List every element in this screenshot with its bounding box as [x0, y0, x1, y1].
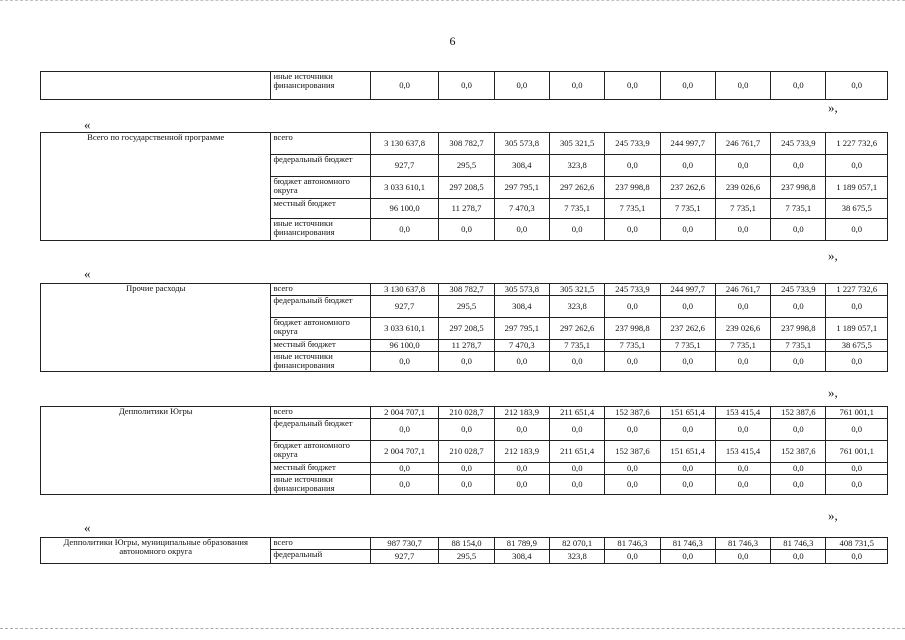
funding-source-cell: местный бюджет	[271, 340, 370, 352]
table-block-deppolitiki	[40, 406, 888, 495]
amount-cell: 245 733,9	[605, 284, 660, 296]
amount-cell: 153 415,4	[715, 407, 770, 419]
amount-cell: 152 387,6	[771, 441, 826, 463]
amount-cell: 3 130 637,8	[370, 284, 439, 296]
amount-cell: 0,0	[605, 219, 660, 241]
amount-cell: 0,0	[494, 419, 549, 441]
amount-cell: 0,0	[826, 475, 888, 495]
opening-quote: «	[84, 266, 91, 281]
amount-cell: 0,0	[605, 463, 660, 475]
amount-cell: 38 675,5	[826, 199, 888, 219]
amount-cell: 0,0	[605, 72, 660, 100]
amount-cell: 0,0	[771, 352, 826, 372]
amount-cell: 0,0	[826, 296, 888, 318]
amount-cell: 0,0	[605, 155, 660, 177]
funding-source-cell: федеральный	[271, 550, 370, 564]
amount-cell: 305 573,8	[494, 133, 549, 155]
amount-cell: 7 735,1	[660, 340, 715, 352]
table-row	[41, 133, 888, 155]
amount-cell: 7 470,3	[494, 199, 549, 219]
amount-cell: 305 321,5	[549, 133, 604, 155]
amount-cell: 7 735,1	[715, 340, 770, 352]
amount-cell: 246 761,7	[715, 133, 770, 155]
amount-cell: 408 731,5	[826, 538, 888, 550]
amount-cell: 210 028,7	[439, 407, 494, 419]
table-block-other-expenses	[40, 283, 888, 372]
amount-cell: 308 782,7	[439, 284, 494, 296]
table-row	[41, 72, 888, 100]
funding-source-cell: всего	[271, 133, 370, 155]
amount-cell: 0,0	[370, 419, 439, 441]
amount-cell: 96 100,0	[370, 340, 439, 352]
scan-edge-bottom	[0, 628, 905, 633]
amount-cell: 151 651,4	[660, 407, 715, 419]
amount-cell: 246 761,7	[715, 284, 770, 296]
amount-cell: 7 735,1	[605, 340, 660, 352]
amount-cell: 0,0	[494, 475, 549, 495]
amount-cell: 2 004 707,1	[370, 407, 439, 419]
amount-cell: 0,0	[826, 550, 888, 564]
amount-cell: 211 651,4	[549, 407, 604, 419]
funding-source-cell: бюджет автономного округа	[271, 441, 370, 463]
closing-quote: »,	[828, 100, 838, 115]
amount-cell: 81 746,3	[605, 538, 660, 550]
funding-source-cell: бюджет автономного округа	[271, 177, 370, 199]
amount-cell: 212 183,9	[494, 407, 549, 419]
amount-cell: 0,0	[660, 219, 715, 241]
amount-cell: 7 735,1	[549, 199, 604, 219]
amount-cell: 308,4	[494, 296, 549, 318]
program-name-cell: Прочие расходы	[41, 284, 271, 372]
amount-cell: 81 789,9	[494, 538, 549, 550]
amount-cell: 96 100,0	[370, 199, 439, 219]
table-block-deppolitiki-municipal	[40, 537, 888, 564]
amount-cell: 0,0	[439, 72, 494, 100]
amount-cell: 0,0	[715, 550, 770, 564]
amount-cell: 0,0	[660, 296, 715, 318]
amount-cell: 152 387,6	[771, 407, 826, 419]
amount-cell: 7 735,1	[771, 199, 826, 219]
amount-cell: 0,0	[605, 419, 660, 441]
amount-cell: 0,0	[549, 352, 604, 372]
amount-cell: 81 746,3	[715, 538, 770, 550]
funding-source-cell: всего	[271, 538, 370, 550]
amount-cell: 0,0	[549, 475, 604, 495]
amount-cell: 11 278,7	[439, 340, 494, 352]
amount-cell: 0,0	[771, 219, 826, 241]
amount-cell: 7 735,1	[549, 340, 604, 352]
amount-cell: 0,0	[605, 475, 660, 495]
amount-cell: 0,0	[715, 155, 770, 177]
program-name-cell: Всего по государственной программе	[41, 133, 271, 241]
amount-cell: 0,0	[660, 475, 715, 495]
amount-cell: 0,0	[771, 419, 826, 441]
closing-quote: »,	[828, 508, 838, 523]
amount-cell: 0,0	[494, 219, 549, 241]
amount-cell: 0,0	[605, 550, 660, 564]
amount-cell: 0,0	[549, 219, 604, 241]
amount-cell: 0,0	[715, 352, 770, 372]
amount-cell: 210 028,7	[439, 441, 494, 463]
funding-source-cell: иные источники финансирования	[271, 219, 370, 241]
amount-cell: 297 208,5	[439, 177, 494, 199]
funding-source-cell: местный бюджет	[271, 199, 370, 219]
amount-cell: 245 733,9	[771, 284, 826, 296]
amount-cell: 81 746,3	[771, 538, 826, 550]
amount-cell: 0,0	[660, 352, 715, 372]
amount-cell: 2 004 707,1	[370, 441, 439, 463]
amount-cell: 305 573,8	[494, 284, 549, 296]
amount-cell: 153 415,4	[715, 441, 770, 463]
program-name-cell	[41, 72, 271, 100]
amount-cell: 0,0	[370, 463, 439, 475]
amount-cell: 0,0	[771, 296, 826, 318]
amount-cell: 297 208,5	[439, 318, 494, 340]
amount-cell: 927,7	[370, 155, 439, 177]
amount-cell: 211 651,4	[549, 441, 604, 463]
amount-cell: 245 733,9	[605, 133, 660, 155]
opening-quote: «	[84, 117, 91, 132]
table-row	[41, 538, 888, 550]
amount-cell: 0,0	[549, 463, 604, 475]
amount-cell: 0,0	[660, 72, 715, 100]
amount-cell: 305 321,5	[549, 284, 604, 296]
amount-cell: 295,5	[439, 550, 494, 564]
amount-cell: 0,0	[660, 550, 715, 564]
amount-cell: 0,0	[826, 352, 888, 372]
amount-cell: 237 262,6	[660, 318, 715, 340]
amount-cell: 0,0	[439, 475, 494, 495]
amount-cell: 1 189 057,1	[826, 318, 888, 340]
amount-cell: 1 189 057,1	[826, 177, 888, 199]
amount-cell: 0,0	[715, 475, 770, 495]
amount-cell: 212 183,9	[494, 441, 549, 463]
amount-cell: 0,0	[439, 352, 494, 372]
funding-source-cell: местный бюджет	[271, 463, 370, 475]
amount-cell: 0,0	[826, 219, 888, 241]
amount-cell: 308,4	[494, 550, 549, 564]
amount-cell: 0,0	[771, 475, 826, 495]
amount-cell: 0,0	[826, 72, 888, 100]
amount-cell: 308 782,7	[439, 133, 494, 155]
table-block-continuation	[40, 71, 888, 100]
amount-cell: 151 651,4	[660, 441, 715, 463]
amount-cell: 0,0	[370, 475, 439, 495]
amount-cell: 0,0	[715, 72, 770, 100]
amount-cell: 323,8	[549, 296, 604, 318]
amount-cell: 88 154,0	[439, 538, 494, 550]
amount-cell: 237 998,8	[605, 177, 660, 199]
amount-cell: 1 227 732,6	[826, 284, 888, 296]
amount-cell: 0,0	[660, 463, 715, 475]
amount-cell: 81 746,3	[660, 538, 715, 550]
amount-cell: 152 387,6	[605, 407, 660, 419]
table-row	[41, 284, 888, 296]
amount-cell: 239 026,6	[715, 177, 770, 199]
amount-cell: 7 735,1	[605, 199, 660, 219]
amount-cell: 38 675,5	[826, 340, 888, 352]
amount-cell: 761 001,1	[826, 407, 888, 419]
amount-cell: 237 998,8	[605, 318, 660, 340]
amount-cell: 0,0	[370, 72, 439, 100]
amount-cell: 0,0	[771, 550, 826, 564]
amount-cell: 3 130 637,8	[370, 133, 439, 155]
table-row	[41, 407, 888, 419]
amount-cell: 297 262,6	[549, 177, 604, 199]
amount-cell: 237 262,6	[660, 177, 715, 199]
amount-cell: 11 278,7	[439, 199, 494, 219]
amount-cell: 0,0	[605, 296, 660, 318]
closing-quote: »,	[828, 385, 838, 400]
amount-cell: 0,0	[715, 219, 770, 241]
funding-source-cell: иные источники финансирования	[271, 352, 370, 372]
amount-cell: 0,0	[660, 419, 715, 441]
amount-cell: 295,5	[439, 155, 494, 177]
table-block-program-total	[40, 132, 888, 241]
amount-cell: 927,7	[370, 296, 439, 318]
amount-cell: 323,8	[549, 155, 604, 177]
amount-cell: 237 998,8	[771, 318, 826, 340]
amount-cell: 297 795,1	[494, 318, 549, 340]
amount-cell: 0,0	[549, 72, 604, 100]
program-name-cell: Депполитики Югры, муниципальные образования автономного округа	[41, 538, 271, 564]
opening-quote: «	[84, 520, 91, 535]
amount-cell: 0,0	[826, 419, 888, 441]
amount-cell: 0,0	[826, 463, 888, 475]
amount-cell: 295,5	[439, 296, 494, 318]
amount-cell: 323,8	[549, 550, 604, 564]
amount-cell: 0,0	[771, 72, 826, 100]
amount-cell: 152 387,6	[605, 441, 660, 463]
amount-cell: 7 735,1	[771, 340, 826, 352]
amount-cell: 0,0	[660, 155, 715, 177]
amount-cell: 245 733,9	[771, 133, 826, 155]
amount-cell: 7 735,1	[715, 199, 770, 219]
amount-cell: 0,0	[439, 463, 494, 475]
amount-cell: 244 997,7	[660, 284, 715, 296]
amount-cell: 308,4	[494, 155, 549, 177]
funding-source-cell: федеральный бюджет	[271, 155, 370, 177]
amount-cell: 0,0	[494, 463, 549, 475]
amount-cell: 0,0	[439, 419, 494, 441]
amount-cell: 0,0	[826, 155, 888, 177]
page-number: 6	[449, 34, 456, 48]
funding-source-cell: иные источники финансирования	[271, 475, 370, 495]
amount-cell: 1 227 732,6	[826, 133, 888, 155]
funding-source-cell: бюджет автономного округа	[271, 318, 370, 340]
amount-cell: 297 262,6	[549, 318, 604, 340]
funding-source-cell: всего	[271, 284, 370, 296]
amount-cell: 239 026,6	[715, 318, 770, 340]
amount-cell: 987 730,7	[370, 538, 439, 550]
amount-cell: 237 998,8	[771, 177, 826, 199]
funding-source-cell: федеральный бюджет	[271, 419, 370, 441]
amount-cell: 7 735,1	[660, 199, 715, 219]
amount-cell: 7 470,3	[494, 340, 549, 352]
amount-cell: 0,0	[715, 419, 770, 441]
amount-cell: 0,0	[370, 219, 439, 241]
amount-cell: 0,0	[494, 72, 549, 100]
amount-cell: 0,0	[771, 463, 826, 475]
amount-cell: 0,0	[549, 419, 604, 441]
amount-cell: 0,0	[439, 219, 494, 241]
amount-cell: 82 070,1	[549, 538, 604, 550]
amount-cell: 0,0	[715, 463, 770, 475]
amount-cell: 297 795,1	[494, 177, 549, 199]
funding-source-cell: всего	[271, 407, 370, 419]
closing-quote: »,	[828, 248, 838, 263]
amount-cell: 0,0	[370, 352, 439, 372]
amount-cell: 927,7	[370, 550, 439, 564]
amount-cell: 0,0	[715, 296, 770, 318]
amount-cell: 0,0	[771, 155, 826, 177]
amount-cell: 3 033 610,1	[370, 177, 439, 199]
amount-cell: 0,0	[605, 352, 660, 372]
amount-cell: 761 001,1	[826, 441, 888, 463]
funding-source-cell: иные источники финансирования	[271, 72, 370, 100]
amount-cell: 0,0	[494, 352, 549, 372]
amount-cell: 244 997,7	[660, 133, 715, 155]
amount-cell: 3 033 610,1	[370, 318, 439, 340]
funding-source-cell: федеральный бюджет	[271, 296, 370, 318]
scan-edge-top	[0, 0, 905, 5]
program-name-cell: Депполитики Югры	[41, 407, 271, 495]
